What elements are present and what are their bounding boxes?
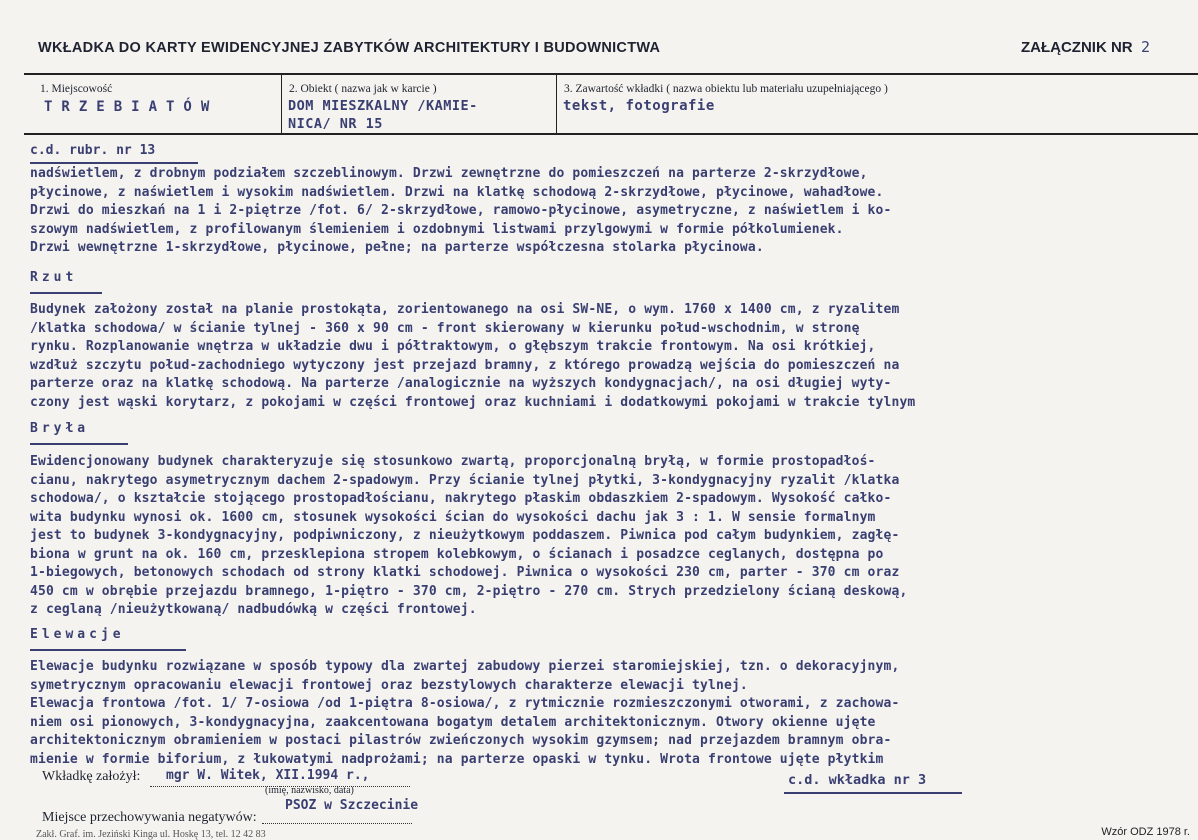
text-line: Budynek założony został na planie prostokąta, zorientowanego na osi SW-NE, o wym. 1760 x 1400 cm, z ryzalitem bbox=[30, 302, 900, 317]
author-sublabel: (imię, nazwisko, data) bbox=[265, 785, 354, 796]
plan-underline bbox=[30, 292, 102, 294]
text-line: wita budynku wynosi ok. 1600 cm, stosunek wysokości ścian do wysokości dachu jak 3 : 1. W sensie formalnym bbox=[30, 509, 876, 525]
annex-label bbox=[1021, 38, 1150, 56]
locality-field bbox=[24, 75, 282, 133]
text-line: wzdłuż szczytu połud-zachodniego wytyczony jest przejazd bramny, z którego prowadzą wejścia do pomieszczeń na bbox=[30, 357, 900, 373]
content-field bbox=[558, 75, 1198, 133]
annex-number: 2 bbox=[1140, 38, 1150, 56]
continuation-text bbox=[30, 165, 891, 258]
form-code: Wzór ODZ 1978 r. bbox=[1101, 826, 1190, 838]
text-line: cianu, nakrytego asymetrycznym dachem 2-spadowym. Przy ścianie tylnej płytki, 3-kondygnacyjny ryzalit /klatka bbox=[30, 472, 900, 488]
text-line: jest to budynek 3-kondygnacyjny, podpiwniczony, z nieużytkowym poddaszem. Piwnica pod całym budynkiem, zagłę- bbox=[30, 528, 900, 543]
next-sheet-underline bbox=[784, 792, 962, 794]
negatives-label: Miejsce przechowywania negatywów: bbox=[42, 810, 257, 825]
text-line: biona w grunt na ok. 160 cm, przesklepiona stropem kolebkowym, o ścianach i posadzce ceglanych, dostępna po bbox=[30, 546, 884, 562]
plan-heading: Rzut bbox=[30, 270, 78, 285]
mass-underline bbox=[30, 443, 128, 445]
text-line: czony jest wąski korytarz, z pokojami w części frontowej oraz kuchniami i dodatkowymi pokojami w trakcie tylnym bbox=[30, 394, 916, 410]
text-line: niem osi pionowych, 3-kondygnacyjna, zaakcentowana bogatym detalem architektonicznym. Otwory okienne ujęte bbox=[30, 714, 876, 730]
annex-label-text: ZAŁĄCZNIK NR bbox=[1020, 39, 1133, 56]
text-line: Drzwi do mieszkań na 1 i 2-piętrze /fot. 6/ 2-skrzydłowe, ramowo-płycinowe, asymetryczne, z naświetlem i ko- bbox=[30, 203, 892, 218]
text-line: Elewacje budynku rozwiązane w sposób typowy dla zwartej zabudowy pierzei staromiejskiej, tzn. o dekoracyjnym, bbox=[30, 659, 900, 674]
text-line: architektonicznym obramieniem w postaci pilastrów zwieńczonych wysokim gzymsem; nad przejazdem bramnym obra- bbox=[30, 733, 892, 748]
next-sheet-ref: c.d. wkładka nr 3 bbox=[788, 772, 927, 788]
elevations-heading: Elewacje bbox=[30, 627, 125, 642]
text-line: /klatka schodowa/ w ścianie tylnej - 360 x 90 cm - front skierowany w kierunku połud-wschodnim, w stronę bbox=[30, 320, 860, 336]
negatives-dotted-line bbox=[262, 823, 412, 824]
fields-row bbox=[24, 75, 1198, 135]
content-value: tekst, fotografie bbox=[563, 98, 715, 114]
continuation-underline bbox=[30, 162, 198, 164]
author-value: mgr W. Witek, XII.1994 r., bbox=[166, 768, 370, 783]
object-value bbox=[288, 97, 478, 133]
elevations-text bbox=[30, 658, 899, 769]
text-line: parterze oraz na klatkę schodową. Na parterze /analogicznie na wyższych kondygnacjach/, na osi długiej wyty- bbox=[30, 376, 892, 391]
text-line: szowym nadświetlem, z profilowanym ślemieniem i ozdobnymi listwami przylgowymi w formie półkolumienek. bbox=[30, 221, 844, 237]
text-line: symetrycznym opracowaniu elewacji frontowej oraz bezstylowych charakterze elewacji tylnej. bbox=[30, 677, 748, 693]
text-line: z ceglaną /nieużytkowaną/ nadbudówką w części frontowej. bbox=[30, 602, 477, 617]
text-line: nadświetlem, z drobnym podziałem szczeblinowym. Drzwi zewnętrzne do pomieszczeń na parterze 2-skrzydłowe, bbox=[30, 166, 868, 181]
form-title: WKŁADKA DO KARTY EWIDENCYJNEJ ZABYTKÓW ARCHITEKTURY I BUDOWNICTWA bbox=[38, 40, 661, 56]
content-label: 3. Zawartość wkładki ( nazwa obiektu lub materiału uzupełniającego ) bbox=[564, 83, 888, 95]
continuation-heading: c.d. rubr. nr 13 bbox=[30, 143, 156, 158]
text-line: Elewacja frontowa /fot. 1/ 7-osiowa /od 1-piętra 8-osiowa/, z rytmicznie rozmieszczonymi otworami, z zachowa- bbox=[30, 696, 900, 711]
plan-text bbox=[30, 301, 915, 412]
printer-imprint: Zakł. Graf. im. Jeziński Kinga ul. Hoskę 13, tel. 12 42 83 bbox=[36, 829, 266, 840]
text-line: płycinowe, z naświetlem i wysokim nadświetlem. Drzwi na klatkę schodową 2-skrzydłowe, płycinowe, wahadłowe. bbox=[30, 184, 884, 200]
mass-text bbox=[30, 453, 907, 620]
locality-label: 1. Miejscowość bbox=[40, 83, 113, 95]
text-line: rynku. Rozplanowanie wnętrza w układzie dwu i półtraktowym, o głębszym trakcie frontowym. Na osi krótkiej, bbox=[30, 339, 876, 354]
object-value-line1: DOM MIESZKALNY /KAMIE- bbox=[288, 98, 478, 114]
text-line: 1-biegowych, betonowych schodach od strony klatki schodowej. Piwnica o wysokości 230 cm, parter - 370 cm oraz bbox=[30, 565, 900, 580]
author-label: Wkładkę założył: bbox=[42, 769, 141, 784]
mass-heading: Bryła bbox=[30, 421, 90, 436]
object-field bbox=[283, 75, 557, 133]
object-value-line2: NICA/ NR 15 bbox=[288, 116, 383, 132]
object-label: 2. Obiekt ( nazwa jak w karcie ) bbox=[289, 83, 437, 95]
text-line: schodowa/, o kształcie stojącego prostopadłościanu, nakrytego płaskim obdaszkiem 2-spadowym. Wysokość całko- bbox=[30, 491, 892, 506]
negatives-value: PSOZ w Szczecinie bbox=[285, 798, 419, 813]
text-line: mienie w formie biforium, z łukowatymi nadprożami; na parterze opaski w tynku. Wrota frontowe ujęte płytkim bbox=[30, 751, 884, 767]
text-line: Drzwi wewnętrzne 1-skrzydłowe, płycinowe, pełne; na parterze współczesna stolarka płycinowa. bbox=[30, 240, 764, 255]
text-line: 450 cm w obrębie przejazdu bramnego, 1-piętro - 370 cm, 2-piętro - 270 cm. Strych przedzielony ścianą deskową, bbox=[30, 583, 908, 599]
text-line: Ewidencjonowany budynek charakteryzuje się stosunkowo zwartą, proporcjonalną bryłą, w formie prostopadłoś- bbox=[30, 454, 876, 469]
locality-value: TRZEBIATÓW bbox=[44, 99, 219, 115]
elevations-underline bbox=[30, 649, 186, 651]
